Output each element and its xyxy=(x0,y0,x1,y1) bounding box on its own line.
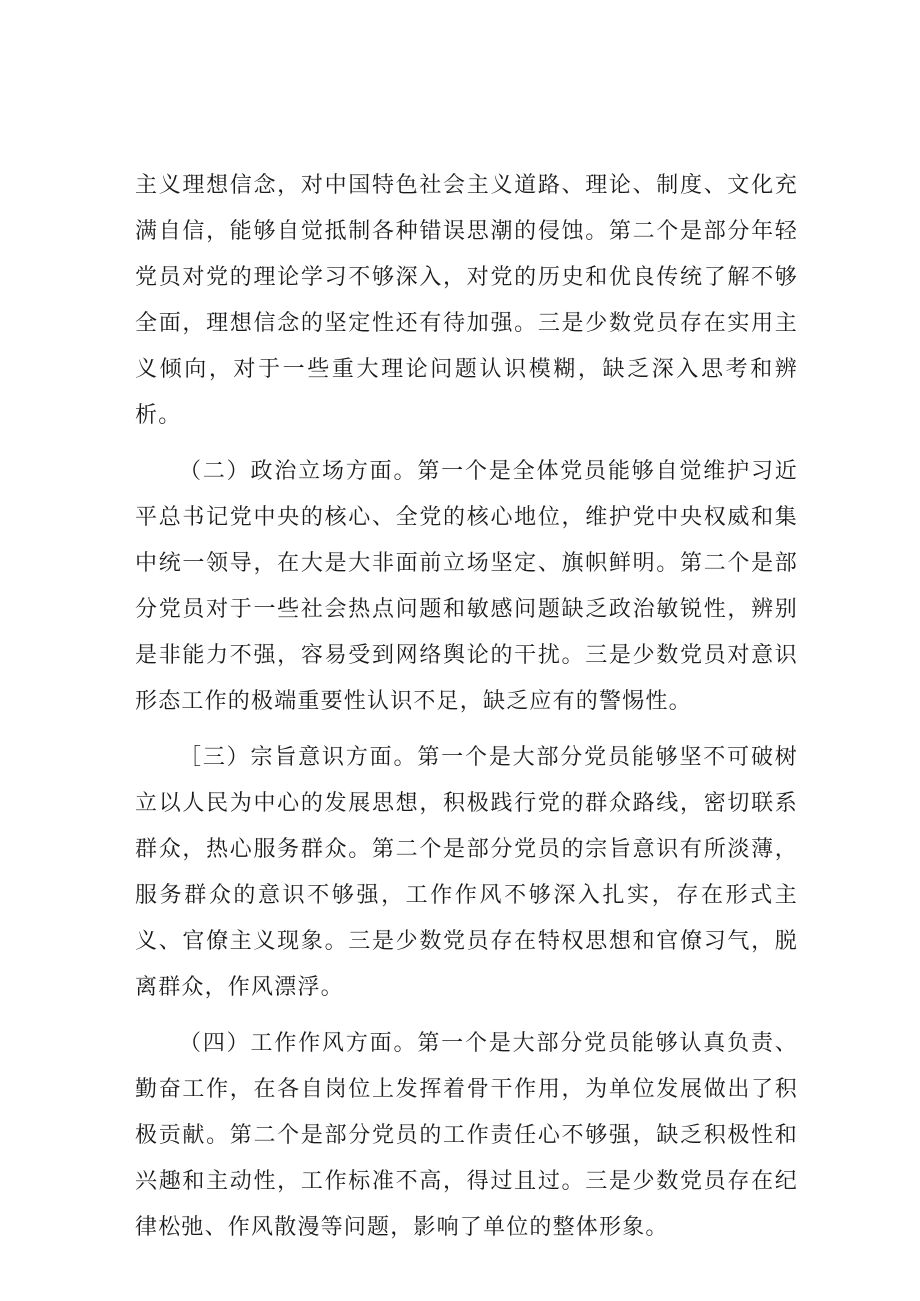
paragraph-political-stance: （二）政治立场方面。第一个是全体党员能够自觉维护习近平总书记党中央的核心、全党的核心地位，维护党中央权威和集中统一领导，在大是大非面前立场坚定、旗帜鲜明。第二个是部分党员对于一些社会热点问题和敏感问题缺乏政治敏锐性，辨别是非能力不强，容易受到网络舆论的干扰。三是少数党员对意识形态工作的极端重要性认识不足，缺乏应有的警惕性。 xyxy=(135,459,798,714)
document-body xyxy=(135,163,798,1261)
paragraph-purpose-awareness: ［三）宗旨意识方面。第一个是大部分党员能够坚不可破树立以人民为中心的发展思想，积极践行党的群众路线，密切联系群众，热心服务群众。第二个是部分党员的宗旨意识有所淡薄，服务群众的意识不够强，工作作风不够深入扎实，存在形式主义、官僚主义现象。三是少数党员存在特权思想和官僚习气，脱离群众，作风漂浮。 xyxy=(135,745,798,1000)
paragraph-work-style: （四）工作作风方面。第一个是大部分党员能够认真负责、勤奋工作，在各自岗位上发挥着骨干作用，为单位发展做出了积极贡献。第二个是部分党员的工作责任心不够强，缺乏积极性和兴趣和主动性，工作标准不高，得过且过。三是少数党员存在纪律松弛、作风散漫等问题，影响了单位的整体形象。 xyxy=(135,1031,798,1240)
paragraph-continued: 主义理想信念，对中国特色社会主义道路、理论、制度、文化充满自信，能够自觉抵制各种错误思潮的侵蚀。第二个是部分年轻党员对党的理论学习不够深入，对党的历史和优良传统了解不够全面，理想信念的坚定性还有待加强。三是少数党员存在实用主义倾向，对于一些重大理论问题认识模糊，缺乏深入思考和辨析。 xyxy=(135,173,798,428)
